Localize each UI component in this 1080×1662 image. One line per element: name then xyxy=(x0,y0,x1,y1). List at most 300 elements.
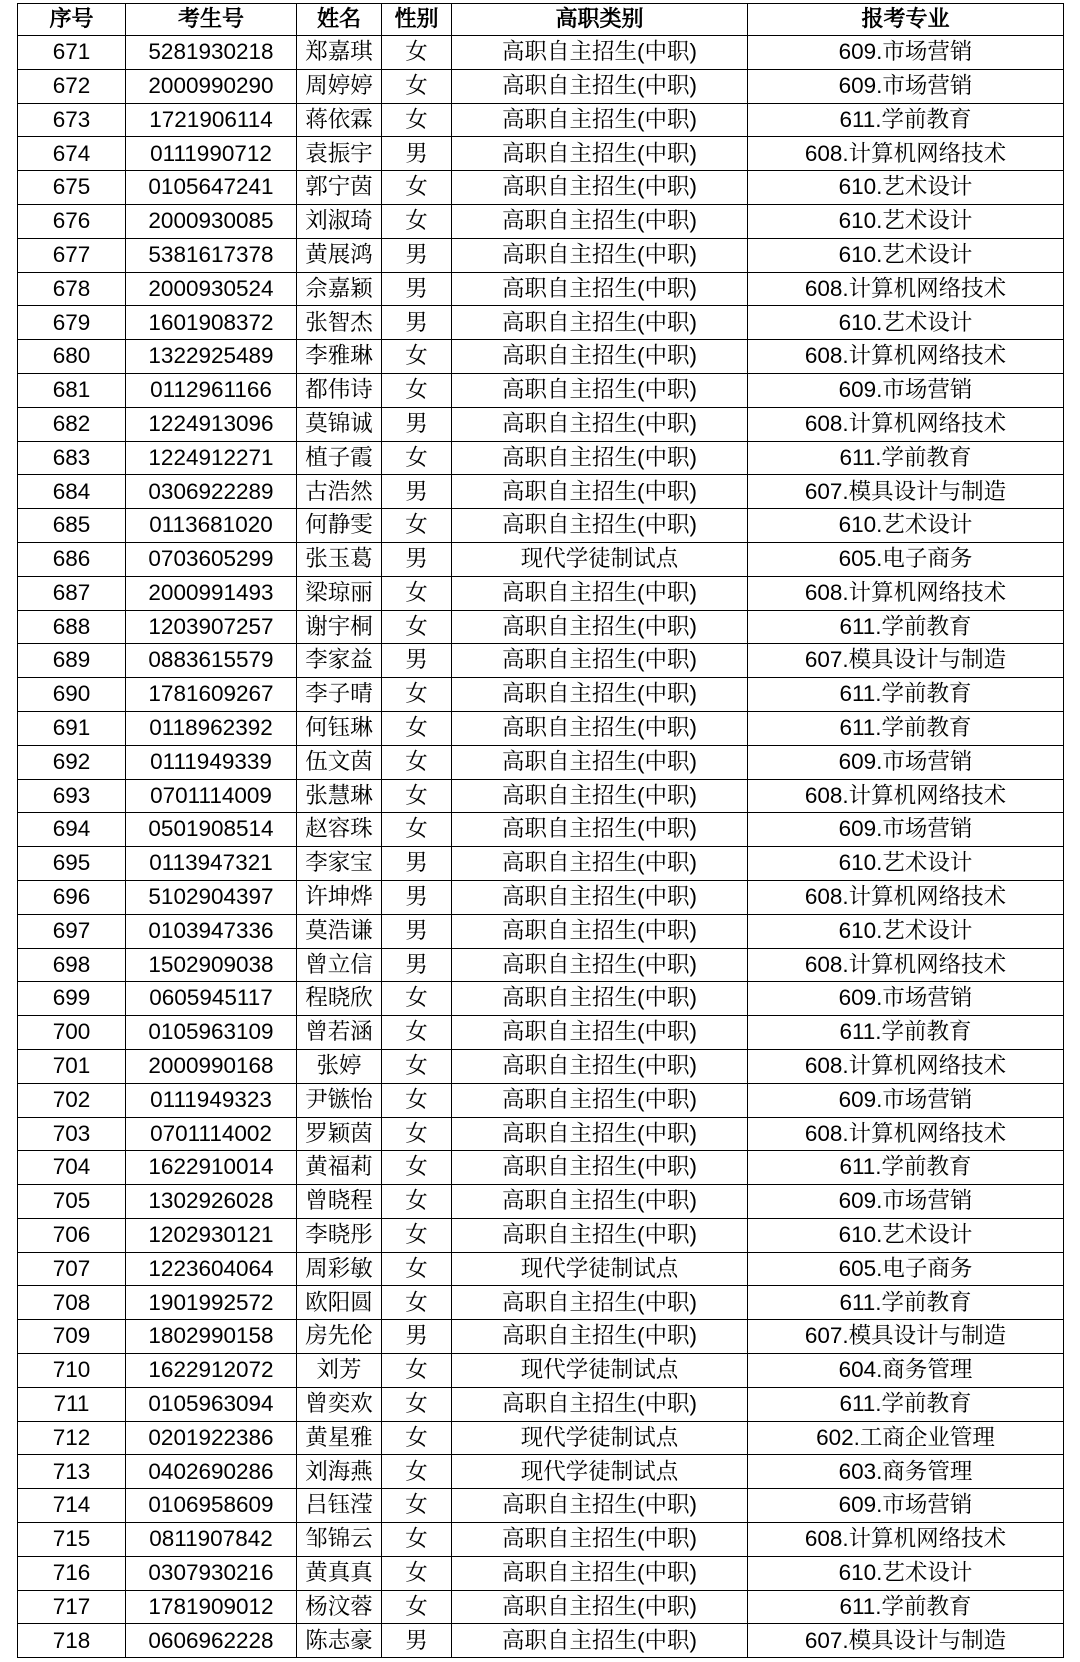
name-cell: 欧阳圆 xyxy=(297,1286,382,1320)
gender-cell: 男 xyxy=(382,1320,452,1354)
seq-cell: 680 xyxy=(18,340,126,374)
major-cell: 603.商务管理 xyxy=(748,1455,1064,1489)
table-row xyxy=(18,441,1064,475)
name-cell: 尹镞怡 xyxy=(297,1083,382,1117)
major-cell: 609.市场营销 xyxy=(748,813,1064,847)
major-cell: 611.学前教育 xyxy=(748,1151,1064,1185)
category-cell: 高职自主招生(中职) xyxy=(452,373,748,407)
gender-cell: 女 xyxy=(382,610,452,644)
gender-cell: 女 xyxy=(382,1252,452,1286)
exam-number-cell: 2000990290 xyxy=(126,69,297,103)
table-row xyxy=(18,475,1064,509)
table-row xyxy=(18,373,1064,407)
table-row xyxy=(18,914,1064,948)
exam-number-cell: 1781909012 xyxy=(126,1590,297,1624)
table-row xyxy=(18,1455,1064,1489)
seq-cell: 696 xyxy=(18,880,126,914)
major-cell: 611.学前教育 xyxy=(748,678,1064,712)
exam-number-cell: 5281930218 xyxy=(126,36,297,70)
major-cell: 611.学前教育 xyxy=(748,103,1064,137)
exam-number-cell: 0703605299 xyxy=(126,542,297,576)
major-cell: 610.艺术设计 xyxy=(748,204,1064,238)
table-row xyxy=(18,204,1064,238)
table-row xyxy=(18,1252,1064,1286)
table-row xyxy=(18,1083,1064,1117)
major-cell: 610.艺术设计 xyxy=(748,238,1064,272)
name-cell: 何钰琳 xyxy=(297,711,382,745)
seq-cell: 718 xyxy=(18,1624,126,1658)
major-cell: 611.学前教育 xyxy=(748,1387,1064,1421)
exam-number-cell: 1302926028 xyxy=(126,1185,297,1219)
gender-cell: 女 xyxy=(382,1117,452,1151)
exam-number-cell: 0113681020 xyxy=(126,509,297,543)
exam-number-cell: 0605945117 xyxy=(126,982,297,1016)
name-cell: 黄星雅 xyxy=(297,1421,382,1455)
table-row xyxy=(18,1489,1064,1523)
table-row xyxy=(18,1016,1064,1050)
major-cell: 609.市场营销 xyxy=(748,745,1064,779)
category-cell: 高职自主招生(中职) xyxy=(452,475,748,509)
category-cell: 高职自主招生(中职) xyxy=(452,1016,748,1050)
category-cell: 现代学徒制试点 xyxy=(452,1354,748,1388)
gender-cell: 女 xyxy=(382,1455,452,1489)
exam-number-cell: 1622910014 xyxy=(126,1151,297,1185)
exam-number-cell: 0105647241 xyxy=(126,171,297,205)
table-row xyxy=(18,306,1064,340)
major-cell: 608.计算机网络技术 xyxy=(748,1117,1064,1151)
name-cell: 刘淑琦 xyxy=(297,204,382,238)
table-row xyxy=(18,779,1064,813)
major-cell: 611.学前教育 xyxy=(748,441,1064,475)
exam-number-cell: 0701114009 xyxy=(126,779,297,813)
major-cell: 608.计算机网络技术 xyxy=(748,880,1064,914)
major-cell: 608.计算机网络技术 xyxy=(748,1049,1064,1083)
seq-cell: 691 xyxy=(18,711,126,745)
category-cell: 高职自主招生(中职) xyxy=(452,1320,748,1354)
category-cell: 高职自主招生(中职) xyxy=(452,678,748,712)
name-cell: 曾立信 xyxy=(297,948,382,982)
table-row xyxy=(18,340,1064,374)
name-cell: 张婷 xyxy=(297,1049,382,1083)
category-cell: 现代学徒制试点 xyxy=(452,1252,748,1286)
category-cell: 高职自主招生(中职) xyxy=(452,204,748,238)
major-cell: 611.学前教育 xyxy=(748,610,1064,644)
gender-cell: 男 xyxy=(382,847,452,881)
admission-list-table xyxy=(17,3,1064,1658)
gender-cell: 女 xyxy=(382,36,452,70)
major-cell: 609.市场营销 xyxy=(748,69,1064,103)
seq-cell: 706 xyxy=(18,1218,126,1252)
gender-cell: 男 xyxy=(382,644,452,678)
major-cell: 608.计算机网络技术 xyxy=(748,272,1064,306)
name-cell: 许坤烨 xyxy=(297,880,382,914)
name-cell: 黄福莉 xyxy=(297,1151,382,1185)
table-row xyxy=(18,1556,1064,1590)
exam-number-cell: 1802990158 xyxy=(126,1320,297,1354)
table-row xyxy=(18,272,1064,306)
table-row xyxy=(18,36,1064,70)
table-row xyxy=(18,880,1064,914)
gender-cell: 女 xyxy=(382,509,452,543)
seq-cell: 682 xyxy=(18,407,126,441)
gender-cell: 女 xyxy=(382,779,452,813)
name-cell: 张智杰 xyxy=(297,306,382,340)
major-cell: 610.艺术设计 xyxy=(748,171,1064,205)
major-cell: 609.市场营销 xyxy=(748,36,1064,70)
name-cell: 周彩敏 xyxy=(297,1252,382,1286)
major-cell: 607.模具设计与制造 xyxy=(748,644,1064,678)
seq-cell: 686 xyxy=(18,542,126,576)
seq-cell: 671 xyxy=(18,36,126,70)
category-cell: 高职自主招生(中职) xyxy=(452,1523,748,1557)
category-cell: 高职自主招生(中职) xyxy=(452,1286,748,1320)
table-row xyxy=(18,1151,1064,1185)
category-cell: 高职自主招生(中职) xyxy=(452,711,748,745)
table-row xyxy=(18,103,1064,137)
exam-number-cell: 0307930216 xyxy=(126,1556,297,1590)
gender-cell: 女 xyxy=(382,1556,452,1590)
name-cell: 植子霞 xyxy=(297,441,382,475)
name-cell: 程晓欣 xyxy=(297,982,382,1016)
gender-cell: 女 xyxy=(382,373,452,407)
seq-cell: 700 xyxy=(18,1016,126,1050)
category-cell: 高职自主招生(中职) xyxy=(452,407,748,441)
major-cell: 609.市场营销 xyxy=(748,1489,1064,1523)
gender-cell: 女 xyxy=(382,1489,452,1523)
table-row xyxy=(18,1049,1064,1083)
major-cell: 608.计算机网络技术 xyxy=(748,407,1064,441)
gender-cell: 女 xyxy=(382,678,452,712)
seq-cell: 692 xyxy=(18,745,126,779)
gender-cell: 男 xyxy=(382,948,452,982)
category-cell: 高职自主招生(中职) xyxy=(452,441,748,475)
header-category: 高职类别 xyxy=(452,4,748,36)
seq-cell: 711 xyxy=(18,1387,126,1421)
gender-cell: 男 xyxy=(382,475,452,509)
seq-cell: 704 xyxy=(18,1151,126,1185)
exam-number-cell: 5381617378 xyxy=(126,238,297,272)
name-cell: 李晓彤 xyxy=(297,1218,382,1252)
category-cell: 高职自主招生(中职) xyxy=(452,1489,748,1523)
category-cell: 现代学徒制试点 xyxy=(452,1455,748,1489)
name-cell: 杨汶蓉 xyxy=(297,1590,382,1624)
gender-cell: 男 xyxy=(382,137,452,171)
name-cell: 莫浩谦 xyxy=(297,914,382,948)
table-row xyxy=(18,1354,1064,1388)
exam-number-cell: 1203907257 xyxy=(126,610,297,644)
seq-cell: 713 xyxy=(18,1455,126,1489)
exam-number-cell: 0606962228 xyxy=(126,1624,297,1658)
major-cell: 608.计算机网络技术 xyxy=(748,779,1064,813)
table-row xyxy=(18,813,1064,847)
gender-cell: 男 xyxy=(382,914,452,948)
category-cell: 高职自主招生(中职) xyxy=(452,813,748,847)
gender-cell: 女 xyxy=(382,1218,452,1252)
table-row xyxy=(18,1624,1064,1658)
gender-cell: 女 xyxy=(382,1083,452,1117)
seq-cell: 703 xyxy=(18,1117,126,1151)
category-cell: 高职自主招生(中职) xyxy=(452,1218,748,1252)
major-cell: 608.计算机网络技术 xyxy=(748,576,1064,610)
category-cell: 高职自主招生(中职) xyxy=(452,238,748,272)
table-body xyxy=(18,36,1064,1658)
seq-cell: 689 xyxy=(18,644,126,678)
seq-cell: 688 xyxy=(18,610,126,644)
seq-cell: 714 xyxy=(18,1489,126,1523)
name-cell: 吕钰滢 xyxy=(297,1489,382,1523)
exam-number-cell: 0201922386 xyxy=(126,1421,297,1455)
table-row xyxy=(18,948,1064,982)
exam-number-cell: 2000991493 xyxy=(126,576,297,610)
major-cell: 607.模具设计与制造 xyxy=(748,1320,1064,1354)
seq-cell: 699 xyxy=(18,982,126,1016)
exam-number-cell: 1502909038 xyxy=(126,948,297,982)
seq-cell: 684 xyxy=(18,475,126,509)
seq-cell: 709 xyxy=(18,1320,126,1354)
name-cell: 李雅琳 xyxy=(297,340,382,374)
exam-number-cell: 0111990712 xyxy=(126,137,297,171)
seq-cell: 690 xyxy=(18,678,126,712)
category-cell: 高职自主招生(中职) xyxy=(452,982,748,1016)
exam-number-cell: 0113947321 xyxy=(126,847,297,881)
exam-number-cell: 0112961166 xyxy=(126,373,297,407)
category-cell: 高职自主招生(中职) xyxy=(452,1185,748,1219)
name-cell: 曾晓程 xyxy=(297,1185,382,1219)
exam-number-cell: 0111949339 xyxy=(126,745,297,779)
exam-number-cell: 0103947336 xyxy=(126,914,297,948)
category-cell: 高职自主招生(中职) xyxy=(452,137,748,171)
table-row xyxy=(18,137,1064,171)
major-cell: 611.学前教育 xyxy=(748,1286,1064,1320)
gender-cell: 女 xyxy=(382,171,452,205)
category-cell: 现代学徒制试点 xyxy=(452,1421,748,1455)
name-cell: 罗颖茵 xyxy=(297,1117,382,1151)
table-row xyxy=(18,407,1064,441)
major-cell: 609.市场营销 xyxy=(748,982,1064,1016)
gender-cell: 男 xyxy=(382,880,452,914)
name-cell: 郑嘉琪 xyxy=(297,36,382,70)
name-cell: 黄真真 xyxy=(297,1556,382,1590)
gender-cell: 女 xyxy=(382,1185,452,1219)
category-cell: 高职自主招生(中职) xyxy=(452,847,748,881)
seq-cell: 717 xyxy=(18,1590,126,1624)
major-cell: 610.艺术设计 xyxy=(748,509,1064,543)
exam-number-cell: 1202930121 xyxy=(126,1218,297,1252)
category-cell: 高职自主招生(中职) xyxy=(452,914,748,948)
seq-cell: 674 xyxy=(18,137,126,171)
category-cell: 高职自主招生(中职) xyxy=(452,1083,748,1117)
category-cell: 高职自主招生(中职) xyxy=(452,1556,748,1590)
major-cell: 608.计算机网络技术 xyxy=(748,340,1064,374)
gender-cell: 男 xyxy=(382,238,452,272)
seq-cell: 712 xyxy=(18,1421,126,1455)
name-cell: 古浩然 xyxy=(297,475,382,509)
name-cell: 房先伦 xyxy=(297,1320,382,1354)
header-major: 报考专业 xyxy=(748,4,1064,36)
gender-cell: 男 xyxy=(382,272,452,306)
table-row xyxy=(18,678,1064,712)
exam-number-cell: 1224912271 xyxy=(126,441,297,475)
category-cell: 高职自主招生(中职) xyxy=(452,103,748,137)
exam-number-cell: 1721906114 xyxy=(126,103,297,137)
major-cell: 610.艺术设计 xyxy=(748,914,1064,948)
major-cell: 609.市场营销 xyxy=(748,373,1064,407)
name-cell: 邹锦云 xyxy=(297,1523,382,1557)
category-cell: 高职自主招生(中职) xyxy=(452,1151,748,1185)
seq-cell: 710 xyxy=(18,1354,126,1388)
gender-cell: 女 xyxy=(382,982,452,1016)
name-cell: 赵容珠 xyxy=(297,813,382,847)
category-cell: 高职自主招生(中职) xyxy=(452,1387,748,1421)
category-cell: 高职自主招生(中职) xyxy=(452,745,748,779)
category-cell: 高职自主招生(中职) xyxy=(452,306,748,340)
table-row xyxy=(18,847,1064,881)
exam-number-cell: 1223604064 xyxy=(126,1252,297,1286)
category-cell: 高职自主招生(中职) xyxy=(452,1117,748,1151)
seq-cell: 702 xyxy=(18,1083,126,1117)
major-cell: 609.市场营销 xyxy=(748,1083,1064,1117)
table-row xyxy=(18,1387,1064,1421)
header-row xyxy=(18,4,1064,36)
category-cell: 高职自主招生(中职) xyxy=(452,576,748,610)
seq-cell: 705 xyxy=(18,1185,126,1219)
table-row xyxy=(18,610,1064,644)
category-cell: 高职自主招生(中职) xyxy=(452,880,748,914)
gender-cell: 女 xyxy=(382,1049,452,1083)
table-row xyxy=(18,711,1064,745)
header-gender: 性别 xyxy=(382,4,452,36)
table-row xyxy=(18,1421,1064,1455)
major-cell: 608.计算机网络技术 xyxy=(748,948,1064,982)
exam-number-cell: 1322925489 xyxy=(126,340,297,374)
gender-cell: 女 xyxy=(382,69,452,103)
exam-number-cell: 0883615579 xyxy=(126,644,297,678)
gender-cell: 女 xyxy=(382,441,452,475)
name-cell: 陈志豪 xyxy=(297,1624,382,1658)
gender-cell: 女 xyxy=(382,745,452,779)
seq-cell: 687 xyxy=(18,576,126,610)
seq-cell: 675 xyxy=(18,171,126,205)
gender-cell: 女 xyxy=(382,1151,452,1185)
major-cell: 611.学前教育 xyxy=(748,1016,1064,1050)
category-cell: 高职自主招生(中职) xyxy=(452,340,748,374)
gender-cell: 女 xyxy=(382,204,452,238)
category-cell: 高职自主招生(中职) xyxy=(452,644,748,678)
name-cell: 张慧琳 xyxy=(297,779,382,813)
seq-cell: 716 xyxy=(18,1556,126,1590)
seq-cell: 672 xyxy=(18,69,126,103)
table-row xyxy=(18,171,1064,205)
seq-cell: 707 xyxy=(18,1252,126,1286)
seq-cell: 678 xyxy=(18,272,126,306)
seq-cell: 708 xyxy=(18,1286,126,1320)
major-cell: 604.商务管理 xyxy=(748,1354,1064,1388)
gender-cell: 男 xyxy=(382,542,452,576)
table-row xyxy=(18,1286,1064,1320)
table-row xyxy=(18,69,1064,103)
category-cell: 高职自主招生(中职) xyxy=(452,171,748,205)
exam-number-cell: 0106958609 xyxy=(126,1489,297,1523)
gender-cell: 女 xyxy=(382,103,452,137)
seq-cell: 683 xyxy=(18,441,126,475)
exam-number-cell: 5102904397 xyxy=(126,880,297,914)
table-row xyxy=(18,1185,1064,1219)
category-cell: 高职自主招生(中职) xyxy=(452,509,748,543)
gender-cell: 女 xyxy=(382,813,452,847)
name-cell: 曾若涵 xyxy=(297,1016,382,1050)
table-row xyxy=(18,1523,1064,1557)
name-cell: 曾奕欢 xyxy=(297,1387,382,1421)
major-cell: 609.市场营销 xyxy=(748,1185,1064,1219)
seq-cell: 715 xyxy=(18,1523,126,1557)
gender-cell: 女 xyxy=(382,1016,452,1050)
major-cell: 610.艺术设计 xyxy=(748,1556,1064,1590)
gender-cell: 男 xyxy=(382,306,452,340)
exam-number-cell: 1901992572 xyxy=(126,1286,297,1320)
category-cell: 高职自主招生(中职) xyxy=(452,779,748,813)
exam-number-cell: 1601908372 xyxy=(126,306,297,340)
seq-cell: 676 xyxy=(18,204,126,238)
major-cell: 610.艺术设计 xyxy=(748,1218,1064,1252)
name-cell: 伍文茵 xyxy=(297,745,382,779)
gender-cell: 女 xyxy=(382,1286,452,1320)
name-cell: 李家宝 xyxy=(297,847,382,881)
gender-cell: 女 xyxy=(382,1523,452,1557)
exam-number-cell: 0105963109 xyxy=(126,1016,297,1050)
table-row xyxy=(18,1320,1064,1354)
major-cell: 608.计算机网络技术 xyxy=(748,1523,1064,1557)
table-row xyxy=(18,982,1064,1016)
major-cell: 608.计算机网络技术 xyxy=(748,137,1064,171)
exam-number-cell: 0306922289 xyxy=(126,475,297,509)
name-cell: 黄展鸿 xyxy=(297,238,382,272)
seq-cell: 677 xyxy=(18,238,126,272)
seq-cell: 695 xyxy=(18,847,126,881)
name-cell: 佘嘉颖 xyxy=(297,272,382,306)
name-cell: 何静雯 xyxy=(297,509,382,543)
exam-number-cell: 1622912072 xyxy=(126,1354,297,1388)
exam-number-cell: 0118962392 xyxy=(126,711,297,745)
gender-cell: 女 xyxy=(382,711,452,745)
seq-cell: 693 xyxy=(18,779,126,813)
name-cell: 都伟诗 xyxy=(297,373,382,407)
gender-cell: 女 xyxy=(382,340,452,374)
major-cell: 605.电子商务 xyxy=(748,1252,1064,1286)
seq-cell: 694 xyxy=(18,813,126,847)
table-row xyxy=(18,644,1064,678)
category-cell: 现代学徒制试点 xyxy=(452,542,748,576)
gender-cell: 女 xyxy=(382,1354,452,1388)
exam-number-cell: 1224913096 xyxy=(126,407,297,441)
header-exam-number: 考生号 xyxy=(126,4,297,36)
exam-number-cell: 0501908514 xyxy=(126,813,297,847)
major-cell: 607.模具设计与制造 xyxy=(748,475,1064,509)
name-cell: 张玉葛 xyxy=(297,542,382,576)
major-cell: 610.艺术设计 xyxy=(748,306,1064,340)
exam-number-cell: 2000930524 xyxy=(126,272,297,306)
exam-number-cell: 0811907842 xyxy=(126,1523,297,1557)
seq-cell: 681 xyxy=(18,373,126,407)
table-row xyxy=(18,1117,1064,1151)
table-row xyxy=(18,238,1064,272)
major-cell: 611.学前教育 xyxy=(748,1590,1064,1624)
name-cell: 李家益 xyxy=(297,644,382,678)
exam-number-cell: 0105963094 xyxy=(126,1387,297,1421)
major-cell: 605.电子商务 xyxy=(748,542,1064,576)
exam-number-cell: 0402690286 xyxy=(126,1455,297,1489)
gender-cell: 女 xyxy=(382,1590,452,1624)
name-cell: 周婷婷 xyxy=(297,69,382,103)
